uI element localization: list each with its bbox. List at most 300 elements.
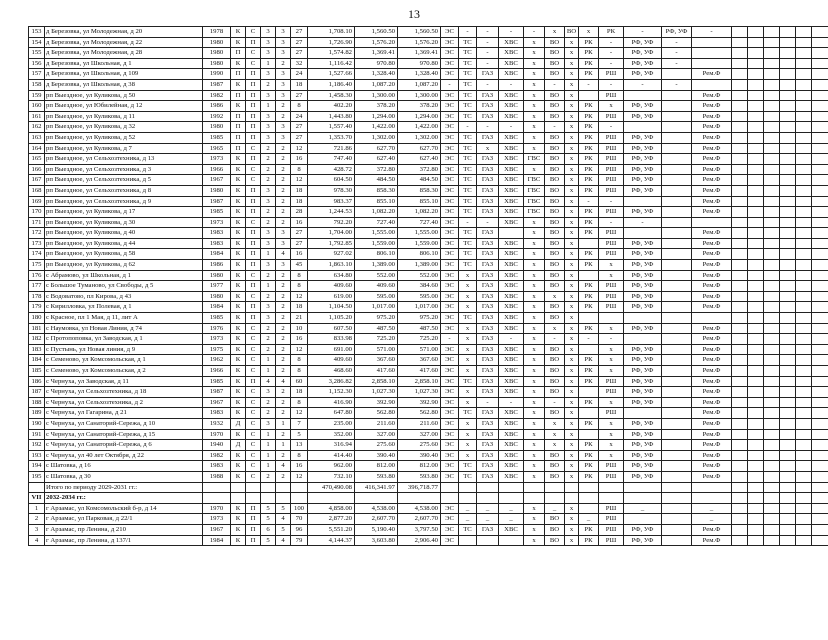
svc-1-cell: ЭС [441, 461, 459, 472]
svc-11-cell [662, 238, 692, 249]
living-area-cell: 627.40 [355, 154, 398, 165]
build-year-cell: 1962 [203, 355, 231, 366]
svc-5-cell: х [524, 122, 545, 133]
svc-7-cell: х [565, 313, 579, 324]
empty-cell [732, 79, 748, 90]
empty-cell [812, 418, 828, 429]
row-number-cell: 3 [29, 524, 45, 535]
table-row [29, 281, 828, 292]
empty-cell [732, 440, 748, 451]
living-area-cell: 5,190.40 [355, 524, 398, 535]
empty-cell [812, 429, 828, 440]
svc-6-cell: ВО [545, 111, 565, 122]
svc-4-cell: _ [499, 514, 524, 525]
empty-cell [748, 238, 764, 249]
empty-cell [732, 323, 748, 334]
empty-cell [812, 450, 828, 461]
svc-9-cell: - [599, 48, 624, 59]
living-area-cell: 1,087.20 [355, 79, 398, 90]
empty-cell [780, 207, 796, 218]
living-area-cell: 1,302.00 [355, 132, 398, 143]
total-area-cell: 833.98 [308, 334, 355, 345]
svc-1-cell: ЭС [441, 450, 459, 461]
living-area-cell: 2,607.70 [355, 514, 398, 525]
svc-6-cell: ВО [545, 450, 565, 461]
svc-10-cell: РФ, УФ [624, 418, 662, 429]
entrances-cell: 2 [276, 101, 291, 112]
empty-cell [812, 408, 828, 419]
flats-cell: 96 [291, 524, 308, 535]
address-cell: рп Выездное, ул Куликова, д 30 [45, 217, 203, 228]
flats-cell: 7 [291, 418, 308, 429]
empty-cell [780, 450, 796, 461]
svc-1-cell: ЭС [441, 397, 459, 408]
svc-3-cell: ГАЗ [477, 132, 499, 143]
svc-4-cell: ХВС [499, 207, 524, 218]
residential-area-cell: 392.90 [398, 397, 441, 408]
empty-cell [812, 143, 828, 154]
svc-5-cell: х [524, 366, 545, 377]
svc-5-cell: х [524, 344, 545, 355]
build-year-cell: 1983 [203, 238, 231, 249]
empty-cell [732, 471, 748, 482]
table-row [29, 397, 828, 408]
total-area-cell: 409.60 [308, 281, 355, 292]
svc-7-cell: х [565, 48, 579, 59]
row-number-cell: 158 [29, 79, 45, 90]
living-area-cell: 970.80 [355, 58, 398, 69]
svc-11-cell [662, 164, 692, 175]
empty-cell [796, 387, 812, 398]
build-year-cell: 1985 [203, 132, 231, 143]
build-year-cell: 1966 [203, 164, 231, 175]
empty-cell [780, 196, 796, 207]
svc-1-cell: ЭС [441, 344, 459, 355]
row-number-cell: 153 [29, 27, 45, 38]
build-year-cell: 1980 [203, 58, 231, 69]
empty-cell [764, 101, 780, 112]
svc-10-cell: РФ, УФ [624, 58, 662, 69]
residential-area-cell: 1,576.20 [398, 37, 441, 48]
empty-cell [796, 429, 812, 440]
wall-type-cell: П [246, 132, 261, 143]
residential-area-cell: 487.50 [398, 323, 441, 334]
svc-2-cell: х [459, 323, 477, 334]
svc-8-cell: РК [579, 461, 599, 472]
svc-11-cell [662, 450, 692, 461]
svc-12-cell: Рем.Ф [692, 366, 732, 377]
svc-2-cell: х [459, 344, 477, 355]
flats-cell: 28 [291, 207, 308, 218]
svc-11-cell [662, 429, 692, 440]
empty-cell [764, 514, 780, 525]
svc-6-cell: ВО [545, 408, 565, 419]
residential-area-cell: 275.60 [398, 440, 441, 451]
address-cell: с Красное, пл 1 Мая, д 11, лит А [45, 313, 203, 324]
build-year-cell: 1967 [203, 397, 231, 408]
empty-cell [732, 281, 748, 292]
svc-8-cell: РК [579, 524, 599, 535]
empty-cell [748, 514, 764, 525]
svc-9-cell: х [599, 270, 624, 281]
svc-12-cell: Рем.Ф [692, 281, 732, 292]
wall-type-cell: П [246, 37, 261, 48]
svc-10-cell [624, 408, 662, 419]
svc-5-cell: х [524, 90, 545, 101]
empty-cell [732, 249, 748, 260]
address-cell: с Семеново, ул Комсомольская, д 2 [45, 366, 203, 377]
svc-11-cell [662, 461, 692, 472]
svc-5-cell: х [524, 281, 545, 292]
empty-cell [812, 281, 828, 292]
living-area-sum: 416,341.97 [355, 482, 398, 493]
empty-cell [812, 154, 828, 165]
empty-cell [748, 37, 764, 48]
svc-2-cell: ТС [459, 69, 477, 80]
living-area-cell: 562.80 [355, 408, 398, 419]
svc-5-cell: х [524, 58, 545, 69]
empty-cell [812, 175, 828, 186]
svc-5-cell: х [524, 418, 545, 429]
address-cell: с Протопоповка, ул Заводская, д 1 [45, 334, 203, 345]
svc-8-cell: РК [579, 249, 599, 260]
svc-5-cell: х [524, 323, 545, 334]
material-code-cell: К [231, 461, 246, 472]
empty-cell [780, 228, 796, 239]
residential-area-cell: 1,389.00 [398, 260, 441, 271]
empty-cell [441, 482, 459, 493]
row-number-cell: 166 [29, 164, 45, 175]
flats-cell: 12 [291, 143, 308, 154]
total-area-cell: 1,557.40 [308, 122, 355, 133]
floors-cell: 2 [261, 164, 276, 175]
svc-7-cell: ВО [565, 27, 579, 38]
residential-area-cell: 2,858.10 [398, 376, 441, 387]
svc-10-cell [624, 313, 662, 324]
svc-8-cell: РК [579, 302, 599, 313]
empty-cell [796, 101, 812, 112]
svc-8-cell: - [579, 334, 599, 345]
build-year-cell: 1973 [203, 154, 231, 165]
svc-10-cell: РФ, УФ [624, 524, 662, 535]
total-area-cell: 1,244.53 [308, 207, 355, 218]
total-area-cell: 1,704.00 [308, 228, 355, 239]
empty-cell [748, 302, 764, 313]
svc-1-cell: ЭС [441, 281, 459, 292]
svc-12-cell [692, 48, 732, 59]
wall-type-cell: П [246, 238, 261, 249]
svc-4-cell: ХВС [499, 154, 524, 165]
empty-cell [780, 408, 796, 419]
empty-cell [732, 291, 748, 302]
empty-cell [499, 493, 524, 504]
empty-cell [764, 408, 780, 419]
entrances-cell: 4 [276, 514, 291, 525]
empty-cell [692, 493, 732, 504]
total-area-cell: 1,104.50 [308, 302, 355, 313]
empty-cell [796, 132, 812, 143]
svc-9-cell: РШ [599, 408, 624, 419]
svc-3-cell: ГАЗ [477, 461, 499, 472]
svc-4-cell: ХВС [499, 249, 524, 260]
svc-8-cell: РК [579, 366, 599, 377]
empty-cell [780, 313, 796, 324]
empty-cell [812, 313, 828, 324]
svc-1-cell: ЭС [441, 313, 459, 324]
wall-type-cell: С [246, 429, 261, 440]
svc-1-cell: ЭС [441, 471, 459, 482]
svc-11-cell [662, 143, 692, 154]
total-area-cell: 983.37 [308, 196, 355, 207]
empty-cell [748, 376, 764, 387]
entrances-cell: 4 [276, 535, 291, 546]
svc-8-cell: РК [579, 101, 599, 112]
svc-10-cell: - [624, 27, 662, 38]
svc-8-cell: РК [579, 122, 599, 133]
empty-cell [812, 101, 828, 112]
svc-12-cell: Рем.Ф [692, 90, 732, 101]
svc-8-cell: РК [579, 228, 599, 239]
empty-cell [29, 482, 45, 493]
empty-cell [780, 69, 796, 80]
empty-cell [748, 154, 764, 165]
row-number-cell: 193 [29, 450, 45, 461]
flats-cell: 18 [291, 185, 308, 196]
empty-cell [780, 535, 796, 546]
empty-cell [545, 493, 565, 504]
empty-cell [732, 344, 748, 355]
svc-8-cell: РК [579, 376, 599, 387]
svc-4-cell: ХВС [499, 196, 524, 207]
empty-cell [780, 344, 796, 355]
empty-cell [231, 482, 246, 493]
empty-cell [441, 493, 459, 504]
residential-area-cell: 975.20 [398, 313, 441, 324]
svc-3-cell: ГАЗ [477, 196, 499, 207]
empty-cell [812, 493, 828, 504]
empty-cell [780, 122, 796, 133]
total-area-cell: 647.80 [308, 408, 355, 419]
svc-2-cell: - [459, 27, 477, 38]
svc-2-cell: ТС [459, 260, 477, 271]
floors-cell: 6 [261, 524, 276, 535]
svc-12-cell: Рем.Ф [692, 101, 732, 112]
svc-4-cell: ХВС [499, 429, 524, 440]
empty-cell [796, 291, 812, 302]
entrances-cell: 2 [276, 408, 291, 419]
svc-1-cell: - [441, 334, 459, 345]
svc-4-cell: - [499, 79, 524, 90]
table-row [29, 344, 828, 355]
svc-3-cell: ГАЗ [477, 366, 499, 377]
row-number-cell: 164 [29, 143, 45, 154]
svc-8-cell: - [579, 79, 599, 90]
svc-4-cell: ХВС [499, 344, 524, 355]
total-area-cell: 5,551.20 [308, 524, 355, 535]
empty-cell [308, 493, 355, 504]
svc-7-cell: х [565, 37, 579, 48]
entrances-cell: 2 [276, 291, 291, 302]
wall-type-cell: С [246, 27, 261, 38]
svc-5-cell: х [524, 524, 545, 535]
empty-cell [748, 535, 764, 546]
empty-cell [748, 429, 764, 440]
wall-type-cell: С [246, 48, 261, 59]
wall-type-cell: С [246, 143, 261, 154]
empty-cell [748, 281, 764, 292]
svc-1-cell: ЭС [441, 196, 459, 207]
entrances-cell: 2 [276, 334, 291, 345]
empty-cell [692, 482, 732, 493]
wall-type-cell: П [246, 376, 261, 387]
svc-11-cell [662, 175, 692, 186]
svc-11-cell [662, 154, 692, 165]
empty-cell [796, 27, 812, 38]
floors-cell: 2 [261, 397, 276, 408]
svc-2-cell: х [459, 302, 477, 313]
empty-cell [796, 408, 812, 419]
svc-12-cell: Рем.Ф [692, 207, 732, 218]
flats-cell: 27 [291, 37, 308, 48]
residential-area-cell: 1,017.00 [398, 302, 441, 313]
address-cell: д Березовка, ул Школьная, д 109 [45, 69, 203, 80]
svc-5-cell: х [524, 132, 545, 143]
flats-cell: 79 [291, 535, 308, 546]
svc-4-cell: ХВС [499, 101, 524, 112]
empty-cell [748, 397, 764, 408]
svc-8-cell: РК [579, 471, 599, 482]
row-number-cell: 170 [29, 207, 45, 218]
empty-cell [796, 69, 812, 80]
entrances-cell: 2 [276, 397, 291, 408]
floors-cell: 2 [261, 408, 276, 419]
living-area-cell: 2,858.10 [355, 376, 398, 387]
svc-9-cell: - [599, 58, 624, 69]
empty-cell [812, 366, 828, 377]
empty-cell [748, 217, 764, 228]
svc-9-cell: - [599, 196, 624, 207]
svc-12-cell: Рем.Ф [692, 450, 732, 461]
svc-7-cell: х [565, 281, 579, 292]
address-cell: рп Выездное, ул Сельхозтехника, д 8 [45, 185, 203, 196]
svc-10-cell: РФ, УФ [624, 461, 662, 472]
empty-cell [780, 281, 796, 292]
material-code-cell: К [231, 79, 246, 90]
svc-12-cell [692, 217, 732, 228]
living-area-cell: 392.90 [355, 397, 398, 408]
empty-cell [748, 344, 764, 355]
flats-cell: 100 [291, 503, 308, 514]
empty-cell [780, 418, 796, 429]
svc-10-cell: РФ, УФ [624, 48, 662, 59]
svc-2-cell: ТС [459, 48, 477, 59]
empty-cell [748, 482, 764, 493]
empty-cell [599, 482, 624, 493]
empty-cell [732, 175, 748, 186]
table-row [29, 37, 828, 48]
build-year-cell: 1967 [203, 524, 231, 535]
address-cell: с Семеново, ул Комсомольская, д 1 [45, 355, 203, 366]
row-number-cell: 187 [29, 387, 45, 398]
row-number-cell: 171 [29, 217, 45, 228]
material-code-cell: К [231, 154, 246, 165]
svc-7-cell: х [565, 175, 579, 186]
svc-7-cell: х [565, 101, 579, 112]
build-year-cell: 1986 [203, 101, 231, 112]
row-number-cell: 194 [29, 461, 45, 472]
svc-11-cell [662, 355, 692, 366]
flats-cell: 18 [291, 302, 308, 313]
build-year-cell: 1980 [203, 122, 231, 133]
empty-cell [812, 270, 828, 281]
svc-5-cell: х [524, 408, 545, 419]
empty-cell [796, 503, 812, 514]
build-year-cell: 1970 [203, 429, 231, 440]
svc-3-cell: ГАЗ [477, 175, 499, 186]
flats-cell: 60 [291, 376, 308, 387]
address-cell: рп Выездное, ул Куликова, д 58 [45, 249, 203, 260]
flats-cell: 12 [291, 408, 308, 419]
svc-1-cell: ЭС [441, 175, 459, 186]
empty-cell [764, 450, 780, 461]
wall-type-cell: П [246, 79, 261, 90]
svc-1-cell: ЭС [441, 207, 459, 218]
svc-1-cell: ЭС [441, 132, 459, 143]
svc-10-cell: РФ, УФ [624, 260, 662, 271]
empty-cell [812, 387, 828, 398]
address-cell: д Березовка, ул Молодежная, д 22 [45, 37, 203, 48]
empty-cell [203, 482, 231, 493]
empty-cell [780, 440, 796, 451]
svc-5-cell: х [524, 48, 545, 59]
empty-cell [764, 535, 780, 546]
living-area-cell: 3,603.80 [355, 535, 398, 546]
svc-12-cell: Рем.Ф [692, 471, 732, 482]
svc-12-cell: Рем.Ф [692, 270, 732, 281]
svc-5-cell: х [524, 111, 545, 122]
svc-1-cell: ЭС [441, 291, 459, 302]
svc-4-cell: ХВС [499, 387, 524, 398]
material-code-cell: К [231, 334, 246, 345]
svc-7-cell: х [565, 58, 579, 69]
svc-9-cell: РШ [599, 461, 624, 472]
svc-5-cell: х [524, 69, 545, 80]
empty-cell [796, 302, 812, 313]
empty-cell [796, 143, 812, 154]
residential-area-cell: 372.80 [398, 164, 441, 175]
row-number-cell: 176 [29, 270, 45, 281]
svc-3-cell: ГАЗ [477, 408, 499, 419]
table-row [29, 154, 828, 165]
residential-area-cell: 593.80 [398, 471, 441, 482]
empty-cell [545, 482, 565, 493]
build-year-cell: 1983 [203, 461, 231, 472]
row-number-cell: 174 [29, 249, 45, 260]
residential-area-cell: 858.30 [398, 185, 441, 196]
empty-cell [565, 482, 579, 493]
empty-cell [732, 143, 748, 154]
svc-7-cell: х [565, 440, 579, 451]
floors-cell: 2 [261, 143, 276, 154]
flats-cell: 12 [291, 291, 308, 302]
svc-6-cell: х [545, 429, 565, 440]
svc-9-cell: РШ [599, 514, 624, 525]
material-code-cell: К [231, 164, 246, 175]
material-code-cell: К [231, 302, 246, 313]
empty-cell [780, 101, 796, 112]
total-area-cell: 691.00 [308, 344, 355, 355]
living-area-cell: 571.00 [355, 344, 398, 355]
